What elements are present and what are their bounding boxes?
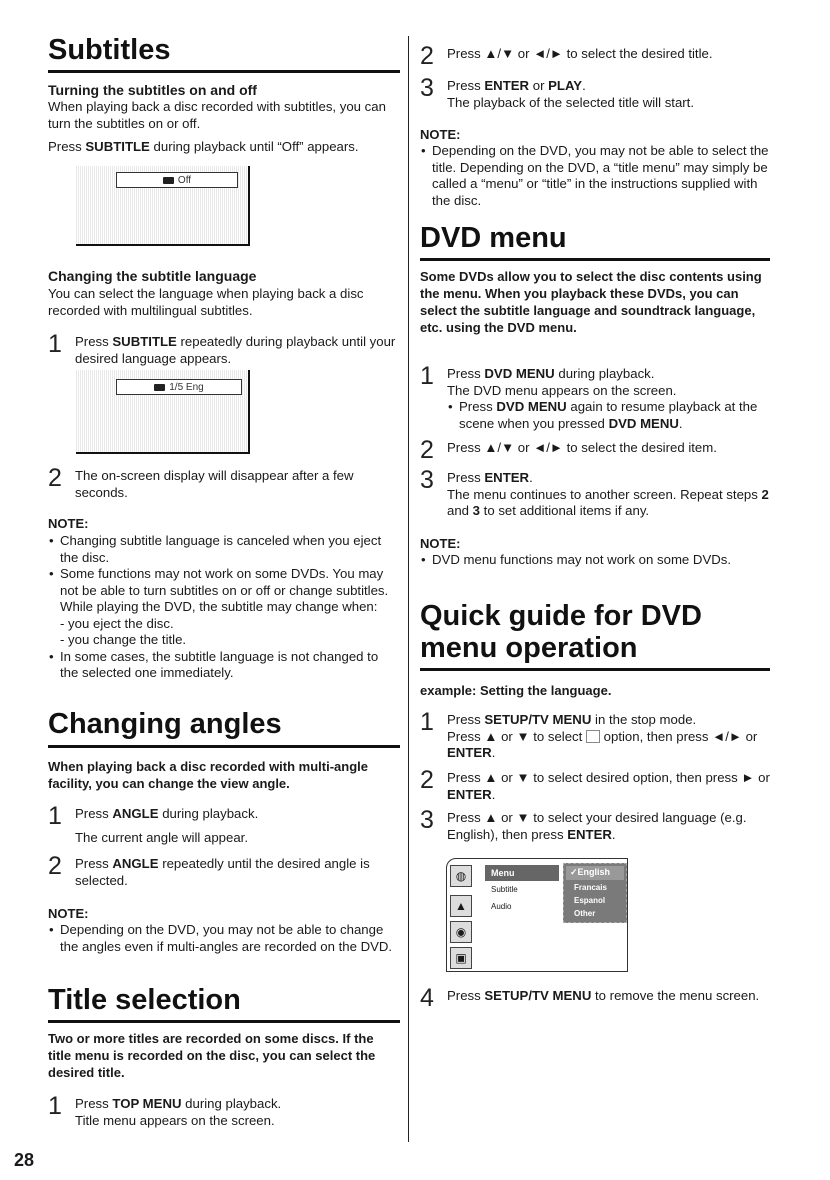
angles-intro: When playing back a disc recorded with multi-angle facility, you can change the view angle. (48, 759, 369, 791)
step-1: 1 Press ANGLE during playback. The current angle will appear. (48, 802, 259, 845)
step-1: 1 Press SUBTITLE repeatedly during playback until your desired language appears. (48, 330, 396, 366)
note-item: • Some functions may not work on some DVDs. You may not be able to turn subtitles on or off or change subtitles. While playing the DVD, the subtitle may change when: - you eject the disc. - you change the title. (48, 566, 400, 649)
language-icon: ◍ (450, 865, 472, 887)
subtitles-title: Subtitles (48, 34, 171, 66)
subtitles-on-off-instruction: Press SUBTITLE during playback until “Off” appears. (48, 139, 359, 154)
title-selection-intro: Two or more titles are recorded on some discs. If the title menu is recorded on the disc, you can select the desired title. (48, 1031, 376, 1080)
step-2: 2 Press ▲/▼ or ◄/► to select the desired title. (420, 42, 713, 70)
menu-item-audio[interactable]: Audio (491, 902, 512, 911)
option-espanol[interactable]: Espanol (574, 896, 606, 905)
quick-guide-title: Quick guide for DVD menu operation (420, 600, 702, 664)
dvd-menu-intro: Some DVDs allow you to select the disc contents using the menu. When you playback these DVDs, you can select the subtitle language and soundtrack language, etc. using the DVD menu. (420, 269, 762, 335)
parental-icon: ▣ (450, 947, 472, 969)
step-2: 2 Press ANGLE repeatedly until the desired angle is selected. (48, 852, 370, 888)
option-english[interactable]: ✓English (566, 866, 624, 880)
step-bullet: • Press DVD MENU again to resume playback at the scene when you pressed DVD MENU. (447, 399, 772, 432)
audio-icon: ◉ (450, 921, 472, 943)
step-1: 1 Press SETUP/TV MENU in the stop mode. Press ▲ or ▼ to select option, then press ◄/► or ENTER. (420, 708, 758, 760)
subtitle-language-heading: Changing the subtitle language (48, 268, 257, 284)
step-4: 4 Press SETUP/TV MENU to remove the menu screen. (420, 984, 760, 1012)
title-selection-notes (420, 143, 772, 209)
dvd-menu-notes (420, 552, 772, 569)
page-number: 28 (14, 1150, 35, 1170)
dvd-menu-title: DVD menu (420, 222, 567, 254)
note-label: NOTE: (420, 536, 461, 551)
step-1: 1 Press DVD MENU during playback. The DVD menu appears on the screen. • Press DVD MENU again to resume playback at the scene when you pressed DVD MENU. (420, 366, 772, 432)
option-other[interactable]: Other (574, 909, 596, 918)
note-item: • DVD menu functions may not work on some DVDs. (420, 552, 772, 569)
osd-bar: Off (116, 172, 238, 188)
title-rule (48, 745, 400, 748)
step-1: 1 Press TOP MENU during playback. Title menu appears on the screen. (48, 1092, 282, 1128)
subtitles-on-off-para: When playing back a disc recorded with subtitles, you can turn the subtitles on or off. (48, 99, 386, 131)
step-2: 2 Press ▲ or ▼ to select desired option, then press ► or ENTER. (420, 766, 770, 802)
osd-bar: 1/5 Eng (116, 379, 242, 395)
setup-menu-screen (446, 858, 628, 972)
subtitle-icon (163, 177, 174, 184)
title-rule (420, 668, 770, 671)
changing-angles-title: Changing angles (48, 708, 282, 740)
note-item: • Changing subtitle language is canceled when you eject the disc. (48, 533, 400, 566)
menu-item-menu[interactable]: Menu (485, 865, 559, 881)
step-2: 2 The on-screen display will disappear after a few seconds. (48, 464, 354, 500)
subtitle-notes (48, 533, 400, 682)
options-panel (563, 863, 627, 923)
note-item: • In some cases, the subtitle language is not changed to the selected one immediately. (48, 649, 400, 682)
title-rule (420, 258, 770, 261)
note-label: NOTE: (48, 516, 89, 531)
language-option-icon (586, 730, 600, 743)
step-3: 3 Press ENTER or PLAY. The playback of the selected title will start. (420, 74, 695, 110)
osd-screen-off (76, 166, 250, 246)
subtitle-icon (154, 384, 165, 391)
step-3: 3 Press ENTER. The menu continues to another screen. Repeat steps 2 and 3 to set additional items if any. (420, 466, 769, 518)
column-divider (408, 36, 409, 1142)
note-item: • Depending on the DVD, you may not be able to select the title. Depending on the DVD, a “title menu” may simply be called a “menu” or “title” in the instructions supplied with the disc. (420, 143, 772, 209)
title-selection-title: Title selection (48, 984, 241, 1016)
note-label: NOTE: (420, 127, 461, 142)
subtitles-on-off-heading: Turning the subtitles on and off (48, 82, 257, 98)
subtitle-language-para: You can select the language when playing back a disc recorded with multilingual subtitles. (48, 286, 364, 318)
menu-item-subtitle[interactable]: Subtitle (491, 885, 518, 894)
step-2: 2 Press ▲/▼ or ◄/► to select the desired item. (420, 436, 717, 464)
osd-screen-language (76, 370, 250, 454)
picture-icon: ▲ (450, 895, 472, 917)
option-francais[interactable]: Francais (574, 883, 607, 892)
title-rule (48, 70, 400, 73)
note-item: • Depending on the DVD, you may not be able to change the angles even if multi-angles are recorded on the DVD. (48, 922, 400, 955)
step-3: 3 Press ▲ or ▼ to select your desired language (e.g. English), then press ENTER. (420, 806, 747, 842)
quick-guide-example: example: Setting the language. (420, 683, 612, 698)
title-rule (48, 1020, 400, 1023)
angles-notes (48, 922, 400, 955)
note-label: NOTE: (48, 906, 89, 921)
